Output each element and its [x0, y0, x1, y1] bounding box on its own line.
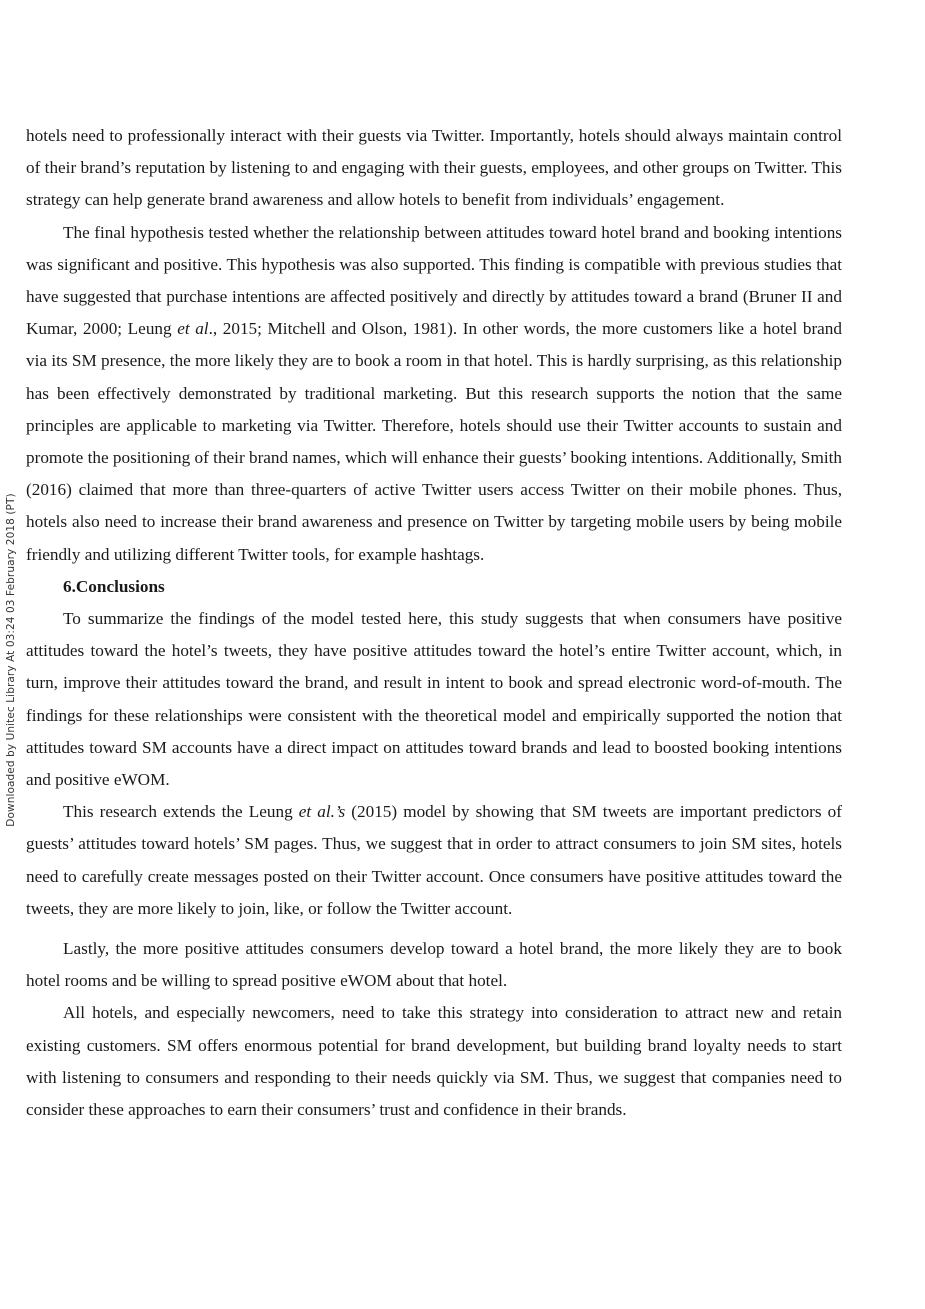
paragraph-model-extension-part1: This research extends the Leung	[63, 802, 299, 822]
paragraph-summary: To summarize the findings of the model tested here, this study suggests that when consumers have positive attitudes toward the hotel’s tweets, they have positive attitudes toward the hotel’s entire Twitter account, which, in turn, improve their attitudes toward the brand, and result in intent to book and spread electronic word-of-mouth. The findings for these relationships were consistent with the theoretical model and empirically supported the notion that attitudes toward SM accounts have a direct impact on attitudes toward brands and lead to boosted booking intentions and positive eWOM.	[26, 609, 842, 790]
section-heading-conclusions: 6.Conclusions	[63, 576, 165, 596]
paragraph-final-hypothesis	[26, 217, 842, 571]
paper-body	[26, 120, 842, 1126]
citation-et-al: et al	[177, 319, 209, 339]
download-notice-sidebar	[2, 493, 20, 827]
paragraph-model-extension-part2: (2015) model by showing that SM tweets are important predictors of guests’ attitudes toward hotels’ SM pages. Thus, we suggest that in order to attract consumers to join SM sites, hotels need to carefully create messages posted on their Twitter account. Once consumers have positive attitudes toward the tweets, they are more likely to join, like, or follow the Twitter account.	[26, 802, 843, 918]
paragraph-model-extension	[26, 796, 842, 925]
paragraph-final-hypothesis-part2: ., 2015; Mitchell and Olson, 1981). In other words, the more customers like a hotel brand via its SM presence, the more likely they are to book a room in that hotel. This is hardly surprising, as this relationship has been effectively demonstrated by traditional marketing. But this research supports the notion that the same principles are applicable to marketing via Twitter. Therefore, hotels should use their Twitter accounts to sustain and promote the positioning of their brand names, which will enhance their guests’ booking intentions. Additionally, Smith (2016) claimed that more than three-quarters of active Twitter users access Twitter on their mobile phones. Thus, hotels also need to increase their brand awareness and presence on Twitter by targeting mobile users by being mobile friendly and utilizing different Twitter tools, for example hashtags.	[26, 319, 842, 564]
download-notice-text: Downloaded by Unitec Library At 03:24 03 February 2018 (PT)	[5, 493, 17, 827]
paragraph-twitter-interaction: hotels need to professionally interact with their guests via Twitter. Importantly, hotels should always maintain control of their brand’s reputation by listening to and engaging with their guests, employees, and other groups on Twitter. This strategy can help generate brand awareness and allow hotels to benefit from individuals’ engagement.	[26, 126, 842, 210]
citation-et-al-possessive: et al.’s	[298, 802, 346, 822]
paragraph-newcomers: All hotels, and especially newcomers, need to take this strategy into consideration to attract new and retain existing customers. SM offers enormous potential for brand development, but building brand loyalty needs to start with listening to consumers and responding to their needs quickly via SM. Thus, we suggest that companies need to consider these approaches to earn their consumers’ trust and confidence in their brands.	[26, 1003, 842, 1120]
paragraph-lastly: Lastly, the more positive attitudes consumers develop toward a hotel brand, the more likely they are to book hotel rooms and be willing to spread positive eWOM about that hotel.	[26, 939, 842, 991]
paragraph-final-hypothesis-part1: The final hypothesis tested whether the relationship between attitudes toward hotel brand and booking intentions was significant and positive. This hypothesis was also supported. This finding is compatible with previous studies that have suggested that purchase intentions are affected positively and directly by attitudes toward a brand (Bruner II and Kumar, 2000; Leung	[26, 222, 842, 339]
